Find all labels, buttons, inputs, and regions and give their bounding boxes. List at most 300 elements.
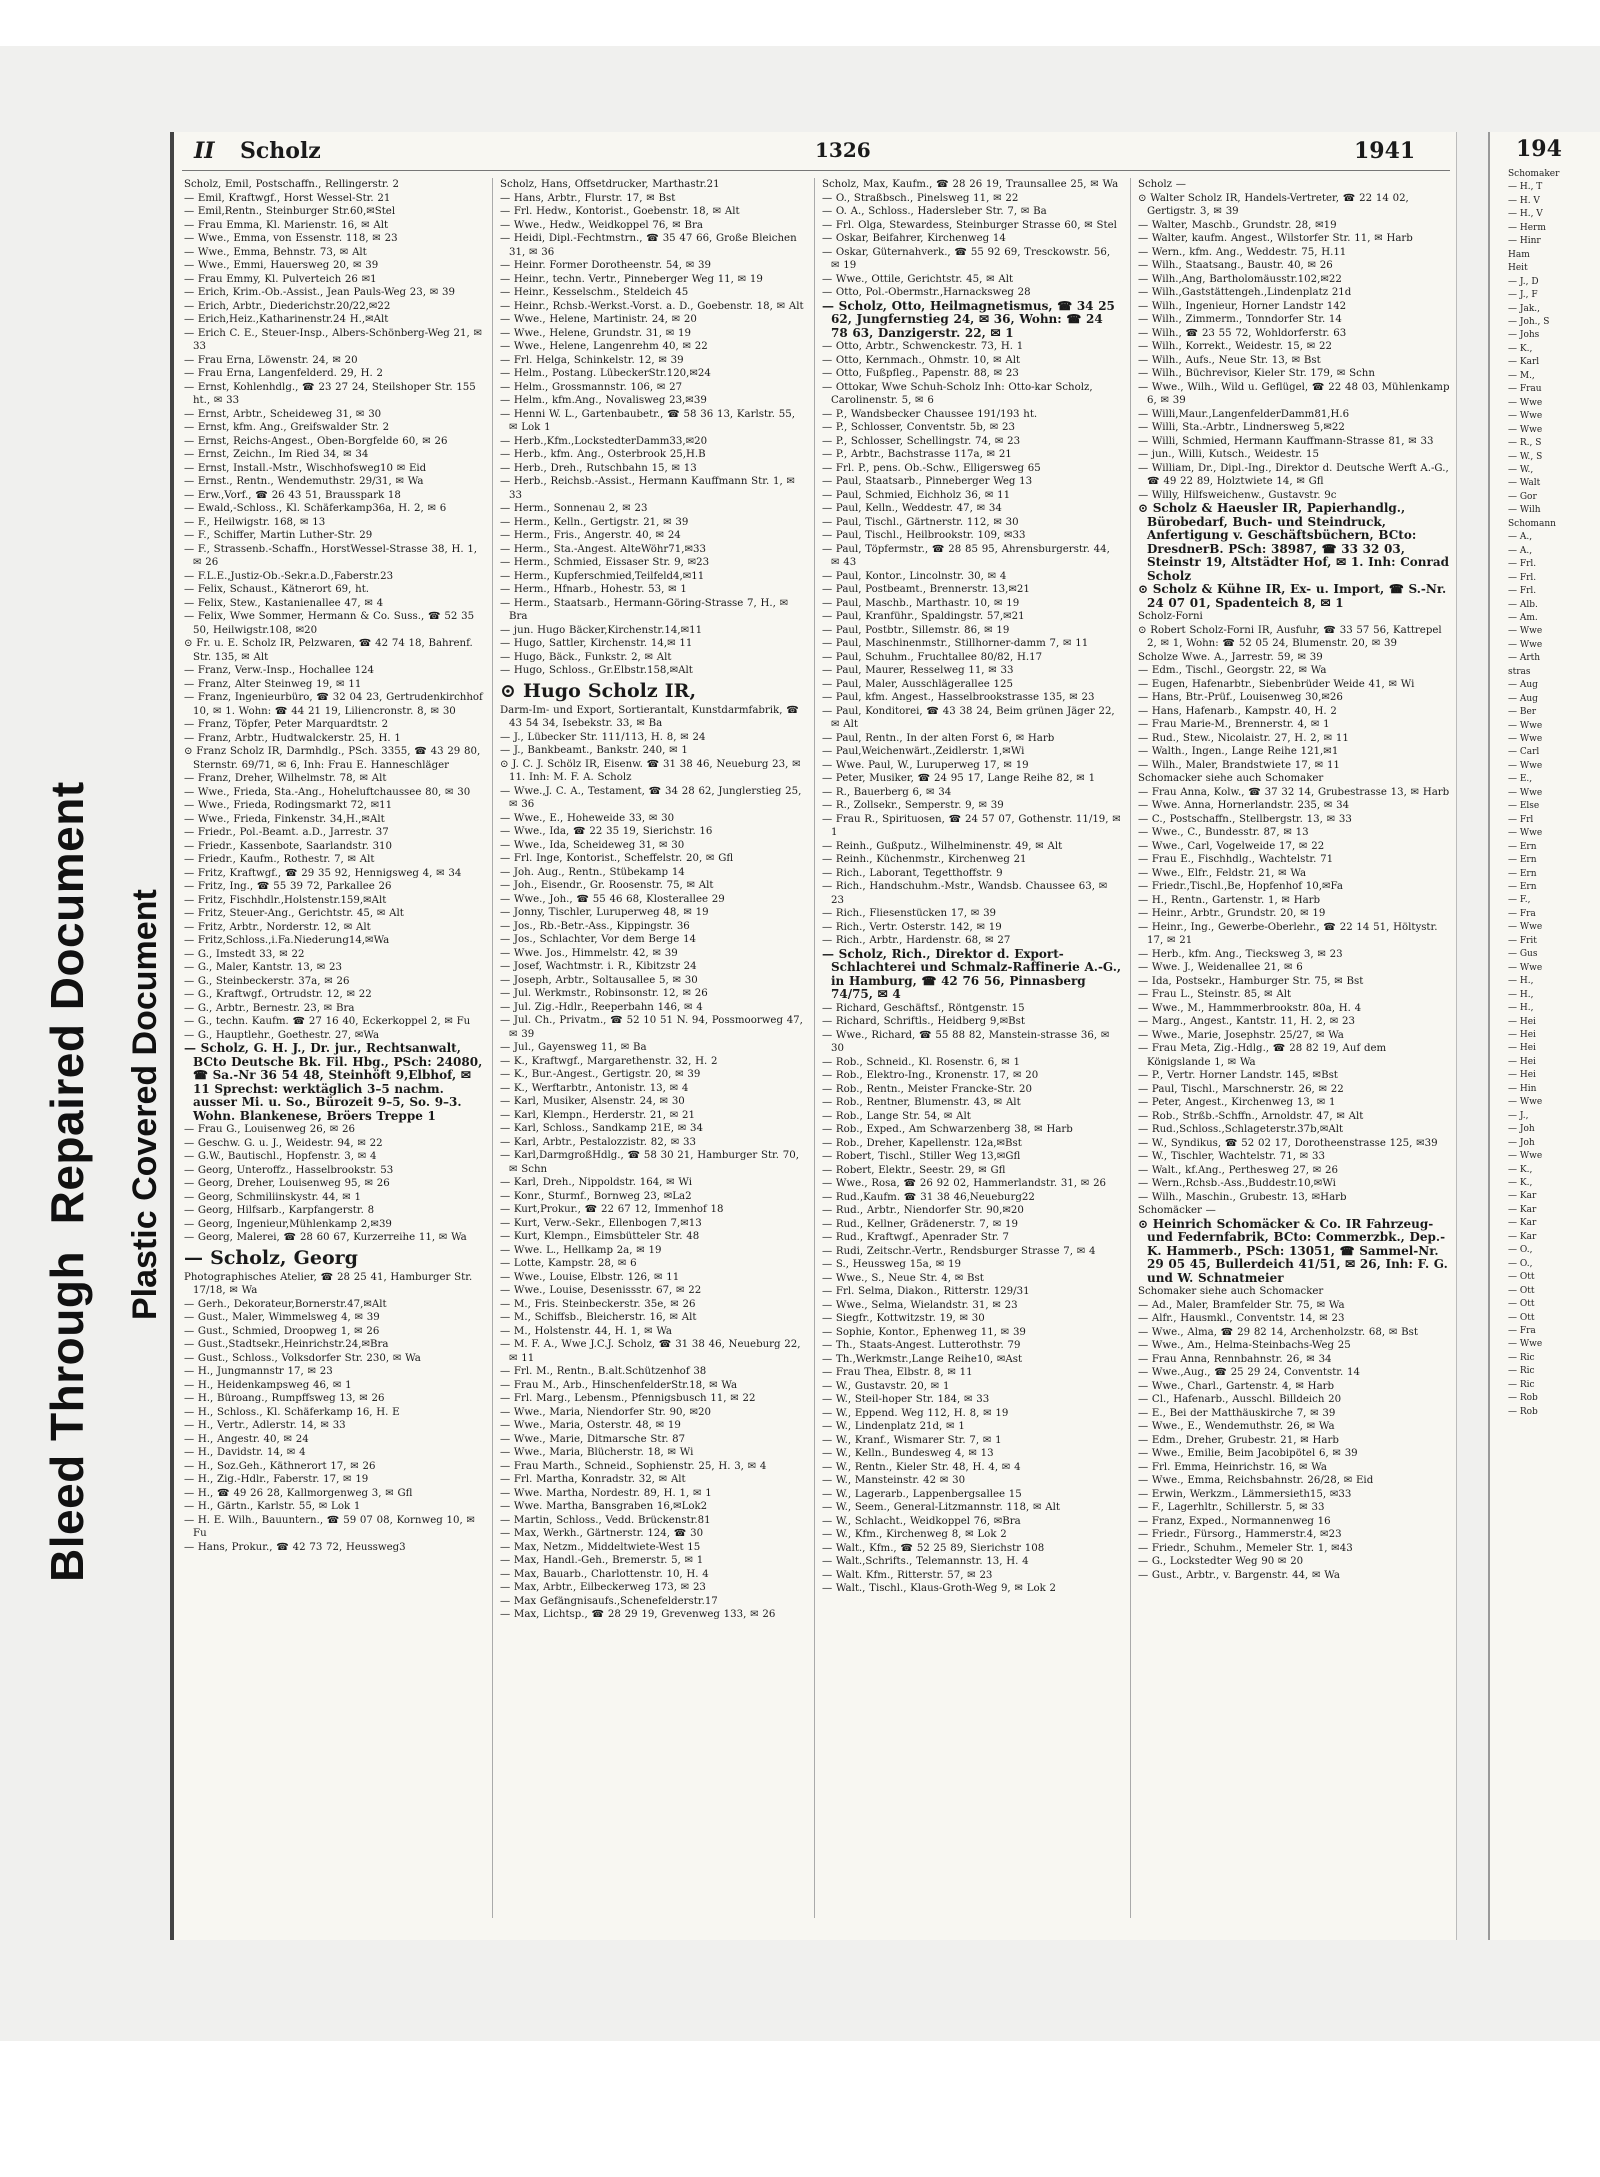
- directory-entry: — Franz, Töpfer, Peter Marquardtstr. 2: [184, 719, 389, 730]
- next-page-entry: — Wwe: [1508, 787, 1543, 798]
- next-page-entry: — Hinr: [1508, 236, 1541, 247]
- directory-entry: — Wwe. J., Weidenallee 21, ✉ 6: [1138, 962, 1303, 973]
- directory-entry: — Paul, Rentn., In der alten Forst 6, ✉ Harb: [822, 732, 1055, 744]
- directory-entry: — Th.,Werkmstr.,Lange Reihe10, ✉Ast: [822, 1353, 1023, 1365]
- directory-entry: — P., Wandsbecker Chaussee 191/193 ht.: [822, 408, 1038, 420]
- directory-entry: — Max, Netzm., Middeltwiete-West 15: [500, 1541, 701, 1553]
- directory-entry: — Jonny, Tischler, Luruperweg 48, ✉ 19: [500, 907, 709, 918]
- directory-entry: — H., Gärtn., Karlstr. 55, ✉ Lok 1: [184, 1501, 361, 1512]
- next-page-entry: — Wwe: [1508, 1097, 1543, 1108]
- next-page-edge: [1488, 132, 1600, 1940]
- directory-entry: — M., Schiffsb., Bleicherstr. 16, ✉ Alt: [500, 1312, 697, 1323]
- page-number: 1326: [815, 138, 871, 162]
- directory-entry: — Rich., Laborant, Tegetthoffstr. 9: [822, 867, 1003, 879]
- directory-entry: — W., Seem., General-Litzmannstr. 118, ✉ Alt: [822, 1502, 1060, 1513]
- directory-entry: — F., Heilwigstr. 168, ✉ 13: [184, 516, 326, 528]
- directory-entry: — Otto, Pol.-Obermstr.,Harnacksweg 28: [822, 287, 1031, 298]
- directory-entry: — Wwe., Emma, von Essenstr. 118, ✉ 23: [184, 233, 398, 244]
- directory-entry: — Jos., Schlachter, Vor dem Berge 14: [500, 934, 697, 945]
- next-page-entry: — Ott: [1508, 1285, 1535, 1296]
- directory-entry: — Wwe., Wilh., Wild u. Geflügel, ☎ 22 48 03, Mühlenkamp 6, ✉ 39: [1138, 381, 1450, 406]
- directory-entry: — Friedr., Fürsorg., Hammerstr.4, ✉23: [1138, 1529, 1342, 1540]
- next-page-column: [1490, 162, 1600, 1419]
- directory-entry: — Felix, Wwe Sommer, Hermann & Co. Suss., ☎ 52 35 50, Heilwigstr.108, ✉20: [184, 611, 475, 636]
- directory-entry: — Gust., Schloss., Volksdorfer Str. 230, ✉ Wa: [184, 1352, 421, 1364]
- page-header: [182, 136, 1450, 168]
- directory-entry: ⊙ J. C. J. Schölz IR, Eisenw. ☎ 31 38 46, Neueburg 23, ✉ 11. Inh: M. F. A. Scholz: [500, 758, 801, 783]
- directory-entry: — Rud.,Kaufm. ☎ 31 38 46,Neueburg22: [822, 1191, 1035, 1203]
- next-page-entry: — W.,: [1508, 464, 1534, 475]
- directory-entry: — Frau Marth., Schneid., Sophienstr. 25, H. 3, ✉ 4: [500, 1460, 767, 1472]
- directory-entry: — Friedr., Schuhm., Memeler Str. 1, ✉43: [1138, 1542, 1353, 1554]
- directory-entry: — Franz, Dreher, Wilhelmstr. 78, ✉ Alt: [184, 773, 387, 784]
- directory-entry: — C., Postschaffn., Stellbergstr. 13, ✉ 33: [1138, 813, 1352, 825]
- directory-entry: — Reinh., Küchenmstr., Kirchenweg 21: [822, 854, 1027, 865]
- next-page-entry: — Wilh: [1508, 505, 1541, 516]
- directory-entry: — P., Vertr. Horner Landstr. 145, ✉Bst: [1138, 1070, 1338, 1081]
- directory-entry: — Rud., Stew., Nicolaistr. 27, H. 2, ✉ 11: [1138, 732, 1349, 744]
- directory-entry: — Felix, Stew., Kastanienallee 47, ✉ 4: [184, 597, 384, 609]
- directory-entry: — Ernst, Reichs-Angest., Oben-Borgfelde 60, ✉ 26: [184, 435, 448, 447]
- directory-entry: — G., Kraftwgf., Ortrudstr. 12, ✉ 22: [184, 989, 372, 1000]
- directory-entry: — Joh. Aug., Rentn., Stübekamp 14: [500, 866, 685, 878]
- directory-entry: — Max Gefängnisaufs.,Schenefelderstr.17: [500, 1595, 718, 1607]
- directory-entry: — H., Vertr., Adlerstr. 14, ✉ 33: [184, 1420, 346, 1431]
- directory-entry: — Wilh.,Gaststättengeh.,Lindenplatz 21d: [1138, 287, 1352, 298]
- directory-entry: — P., Arbtr., Bachstrasse 117a, ✉ 21: [822, 449, 1012, 460]
- next-page-entry: — Wwe: [1508, 1151, 1543, 1162]
- directory-entry: — W., Kelln., Bundesweg 4, ✉ 13: [822, 1448, 994, 1459]
- directory-entry: — Karl,DarmgroßHdlg., ☎ 58 30 21, Hamburger Str. 70, ✉ Schn: [500, 1150, 799, 1175]
- side-labels: [40, 320, 180, 1580]
- directory-entry: — Wwe., Selma, Wielandstr. 31, ✉ 23: [822, 1299, 1018, 1311]
- directory-entry: — Marg., Angest., Kantstr. 11, H. 2, ✉ 23: [1138, 1016, 1355, 1027]
- directory-entry: — Frau G., Louisenweg 26, ✉ 26: [184, 1124, 355, 1135]
- directory-entry: — Paul, Kranführ., Spaldingstr. 57,✉21: [822, 611, 1025, 622]
- directory-entry: — Joseph, Arbtr., Soltausallee 5, ✉ 30: [500, 974, 698, 986]
- directory-entry: — Franz, Alter Steinweg 19, ✉ 11: [184, 678, 362, 690]
- directory-entry: — Wwe., Elfr., Feldstr. 21, ✉ Wa: [1138, 867, 1307, 879]
- side-label-repaired: Repaired Document: [41, 781, 93, 1225]
- directory-entry: — Helm., kfm.Ang., Novalisweg 23,✉39: [500, 395, 707, 406]
- directory-entry: — Herb., Reichsb.-Assist., Hermann Kauffmann Str. 1, ✉ 33: [500, 476, 795, 501]
- directory-entry: — Emil,Rentn., Steinburger Str.60,✉Stel: [184, 206, 396, 217]
- directory-entry: — Frau L., Steinstr. 85, ✉ Alt: [1138, 989, 1292, 1000]
- next-page-entry: — Ern: [1508, 882, 1537, 893]
- directory-entry: — Edm., Tischl., Georgstr. 22, ✉ Wa: [1138, 665, 1327, 676]
- next-page-entry: — Fra: [1508, 908, 1536, 919]
- next-page-entry: — Ern: [1508, 841, 1537, 852]
- directory-entry: — Wwe., M., Hammmerbrookstr. 80a, H. 4: [1138, 1002, 1362, 1014]
- side-label-secondary: Plastic Covered Document: [126, 889, 164, 1320]
- directory-entry: — Wwe., Helene, Grundstr. 31, ✉ 19: [500, 327, 692, 339]
- directory-entry: — Wwe., Helene, Martinistr. 24, ✉ 20: [500, 314, 697, 325]
- directory-entry: — E., Bei der Matthäuskirche 7, ✉ 39: [1138, 1407, 1336, 1419]
- directory-entry: — Gust.,Stadtsekr.,Heinrichstr.24,✉Bra: [184, 1339, 389, 1350]
- directory-entry: — Fritz, Arbtr., Norderstr. 12, ✉ Alt: [184, 921, 371, 933]
- directory-entry: — Frau Emma, Kl. Marienstr. 16, ✉ Alt: [184, 219, 389, 231]
- directory-entry: — Rich., Arbtr., Hardenstr. 68, ✉ 27: [822, 935, 1011, 946]
- directory-entry: — Cl., Hafenarb., Ausschl. Billdeich 20: [1138, 1394, 1342, 1405]
- directory-entry: — Walter, Maschb., Grundstr. 28, ✉19: [1138, 219, 1337, 231]
- directory-entry: — Frl. M., Rentn., B.alt.Schützenhof 38: [500, 1366, 707, 1377]
- directory-entry: — Wwe., Frieda, Finkenstr. 34,H.,✉Alt: [184, 813, 385, 825]
- directory-entry: — Rich., Fliesenstücken 17, ✉ 39: [822, 908, 997, 919]
- directory-entry: — G., Maler, Kantstr. 13, ✉ 23: [184, 962, 342, 973]
- next-page-entry: — J., D: [1508, 276, 1539, 287]
- directory-entry: — Wilh., Maler, Brandstwiete 17, ✉ 11: [1138, 759, 1340, 771]
- directory-entry: — Scholz, Otto, Heilmagnetismus, ☎ 34 25 62, Jungfernstieg 24, ✉ 36, Wohn: ☎ 24 78 63, Danzigerstr. 22, ✉ 1: [822, 298, 1115, 340]
- next-page-entry: — Hei: [1508, 1056, 1536, 1067]
- directory-entry: — Konr., Sturmf., Bornweg 23, ✉La2: [500, 1190, 692, 1202]
- next-page-entry: — Carl: [1508, 747, 1540, 758]
- directory-entry: Photographisches Atelier, ☎ 28 25 41, Hamburger Str. 17/18, ✉ Wa: [184, 1271, 473, 1296]
- directory-entry: — J., Bankbeamt., Bankstr. 240, ✉ 1: [500, 745, 688, 756]
- directory-entry: — Frl. Marg., Lebensm., Pfennigsbusch 11, ✉ 22: [500, 1393, 756, 1404]
- directory-entry: — Wwe. Anna, Hornerlandstr. 235, ✉ 34: [1138, 800, 1350, 811]
- directory-entry: — Ernst, kfm. Ang., Greifswalder Str. 2: [184, 422, 390, 433]
- directory-entry: — Wilh., Korrekt., Weidestr. 15, ✉ 22: [1138, 341, 1332, 352]
- directory-entry: — Wwe., Louise, Elbstr. 126, ✉ 11: [500, 1271, 680, 1283]
- directory-entry: — Paul, Schmied, Eichholz 36, ✉ 11: [822, 489, 1011, 501]
- directory-entry: — Scholz, G. H. J., Dr. jur., Rechtsanwalt, BCto Deutsche Bk. Fil. Hbg., PSch: 24080, ☎ Sa.-Nr 36 54 48, Steinhöft 9,Elbhof, ✉ 11 Sprechst: werktäglich 3–5 nachm. ausser Mi. u. So., Bürozeit 9–5, So. 9–3. Wohn. Blankenese, Bröers Treppe 1: [184, 1041, 483, 1123]
- directory-entry: — G., Imstedt 33, ✉ 22: [184, 948, 305, 960]
- next-page-entry: — Wwe: [1508, 720, 1543, 731]
- next-page-entry: — Kar: [1508, 1218, 1537, 1229]
- directory-entry: — Paul, Kelln., Weddestr. 47, ✉ 34: [822, 503, 1002, 514]
- directory-entry: — Frl. Martha, Konradstr. 32, ✉ Alt: [500, 1474, 686, 1485]
- directory-entry: — Frl. Helga, Schinkelstr. 12, ✉ 39: [500, 354, 684, 366]
- directory-entry: — Friedr., Kassenbote, Saarlandstr. 310: [184, 840, 393, 852]
- directory-entry: — Walt., kf.Ang., Perthesweg 27, ✉ 26: [1138, 1164, 1339, 1176]
- directory-entry: — Wwe., S., Neue Str. 4, ✉ Bst: [822, 1272, 984, 1284]
- directory-column-1: [184, 178, 484, 1918]
- directory-entry: — Frau M., Arb., HinschenfelderStr.18, ✉ Wa: [500, 1379, 738, 1391]
- directory-entry: — Herb., kfm. Ang., Tiecksweg 3, ✉ 23: [1138, 948, 1343, 960]
- next-page-entry: — Fra: [1508, 1325, 1536, 1336]
- directory-entry: — W., Eppend. Weg 112, H. 8, ✉ 19: [822, 1407, 1009, 1419]
- directory-entry: — Max, Lichtsp., ☎ 28 29 19, Grevenweg 133, ✉ 26: [500, 1609, 776, 1620]
- directory-entry: Darm-Im- und Export, Sortierantalt, Kunstdarmfabrik, ☎ 43 54 34, Isebekstr. 33, ✉ Ba: [500, 704, 799, 729]
- directory-entry: — Rich., Vertr. Osterstr. 142, ✉ 19: [822, 921, 1002, 933]
- directory-entry: — Karl, Dreh., Nippoldstr. 164, ✉ Wi: [500, 1177, 692, 1188]
- next-page-entry: — Hei: [1508, 1016, 1536, 1027]
- directory-entry: — Heinr., Kesselschm., Steldeich 45: [500, 287, 689, 298]
- directory-entry: Scholze Wwe. A., Jarrestr. 59, ✉ 39: [1138, 651, 1323, 663]
- directory-entry: — Wilh.,Ang, Bartholomäusstr.102,✉22: [1138, 273, 1342, 285]
- directory-entry: — Geschw. G. u. J., Weidestr. 94, ✉ 22: [184, 1137, 383, 1149]
- next-page-entry: — Gor: [1508, 491, 1537, 502]
- directory-entry: — G., Steinbeckerstr. 37a, ✉ 26: [184, 975, 350, 987]
- directory-entry: — Frl. P., pens. Ob.-Schw., Elligersweg 65: [822, 462, 1041, 474]
- directory-entry: — Erwin, Werkzm., Lämmersieth15, ✉33: [1138, 1488, 1352, 1500]
- directory-entry: — Georg, Ingenieur,Mühlenkamp 2,✉39: [184, 1218, 392, 1230]
- column-divider: [1130, 178, 1131, 1918]
- directory-entry: — Wwe., Ida, Scheideweg 31, ✉ 30: [500, 839, 685, 851]
- directory-entry: — W., Lindenplatz 21d, ✉ 1: [822, 1421, 965, 1432]
- directory-entry: — F.L.E.,Justiz-Ob.-Sekr.a.D.,Faberstr.23: [184, 570, 394, 582]
- directory-entry: — Friedr.,Tischl.,Be, Hopfenhof 10,✉Fa: [1138, 881, 1343, 892]
- directory-entry: — Robert, Elektr., Seestr. 29, ✉ Gfl: [822, 1164, 1006, 1176]
- directory-entry: — Wwe. Martha, Bansgraben 16,✉Lok2: [500, 1501, 708, 1512]
- next-page-entry: — Am.: [1508, 612, 1538, 623]
- directory-entry: — Helm., Postang. LübeckerStr.120,✉24: [500, 368, 711, 379]
- directory-entry: — W., Schlacht., Weidkoppel 76, ✉Bra: [822, 1515, 1021, 1527]
- directory-entry: — Frau R., Spirituosen, ☎ 24 57 07, Gothenstr. 11/19, ✉ 1: [822, 813, 1121, 838]
- next-page-entry: — Ott: [1508, 1312, 1535, 1323]
- directory-entry: — Rob., Elektro-Ing., Kronenstr. 17, ✉ 20: [822, 1070, 1039, 1081]
- directory-entry: — Heinr., techn. Vertr., Pinneberger Weg 11, ✉ 19: [500, 273, 763, 285]
- directory-entry: — Georg, Dreher, Louisenweg 95, ✉ 26: [184, 1178, 390, 1189]
- directory-entry: Scholz —: [1138, 179, 1186, 190]
- directory-entry: — Paul, Postbtr., Sillemstr. 86, ✉ 19: [822, 624, 1010, 636]
- directory-entry: — Max, Arbtr., Eilbeckerweg 173, ✉ 23: [500, 1582, 706, 1593]
- next-page-entry: — Herm: [1508, 222, 1546, 233]
- directory-entry: — Walt., Tischl., Klaus-Groth-Weg 9, ✉ Lok 2: [822, 1583, 1056, 1594]
- directory-entry: — W., Gustavstr. 20, ✉ 1: [822, 1380, 950, 1392]
- directory-entry: — Wwe., Frieda, Sta.-Ang., Hoheluftchaussee 80, ✉ 30: [184, 786, 471, 798]
- next-page-entry: — Jak.,: [1508, 303, 1541, 314]
- directory-entry: — Wilh., Staatsang., Baustr. 40, ✉ 26: [1138, 260, 1333, 271]
- directory-entry: — Paul, Töpfermstr., ☎ 28 85 95, Ahrensburgerstr. 44, ✉ 43: [822, 543, 1110, 568]
- directory-entry: — M. F. A., Wwe J.C.J. Scholz, ☎ 31 38 46, Neueburg 22, ✉ 11: [500, 1339, 801, 1364]
- directory-entry: — Wwe.,J. C. A., Testament, ☎ 34 28 62, Junglerstieg 25, ✉ 36: [500, 785, 802, 810]
- directory-entry: — Rud., Kellner, Grädenerstr. 7, ✉ 19: [822, 1218, 1018, 1230]
- directory-entry: — Helm., Grossmannstr. 106, ✉ 27: [500, 381, 683, 393]
- directory-entry: — H., Soz.Geh., Käthnerort 17, ✉ 26: [184, 1460, 376, 1472]
- directory-entry: — Frau Meta, Zig.-Hdlg., ☎ 28 82 19, Auf dem Königslande 1, ✉ Wa: [1138, 1043, 1387, 1068]
- next-page-entry: — H., T: [1508, 182, 1543, 193]
- directory-entry: — Frau Anna, Kolw., ☎ 37 32 14, Grubestrasse 13, ✉ Harb: [1138, 786, 1450, 798]
- directory-entry: — Karl, Musiker, Alsenstr. 24, ✉ 30: [500, 1096, 685, 1107]
- directory-entry: — Kurt,Prokur., ☎ 22 67 12, Immenhof 18: [500, 1204, 724, 1215]
- directory-entry: — Peter, Musiker, ☎ 24 95 17, Lange Reihe 82, ✉ 1: [822, 773, 1096, 784]
- next-page-entry: — Wwe: [1508, 639, 1543, 650]
- directory-entry: — Wwe., Emma, Reichsbahnstr. 26/28, ✉ Eid: [1138, 1475, 1374, 1486]
- directory-entry: — W., Syndikus, ☎ 52 02 17, Dorotheenstrasse 125, ✉39: [1138, 1137, 1438, 1149]
- directory-entry: — Richard, Geschäftsf., Röntgenstr. 15: [822, 1002, 1025, 1014]
- directory-entry: — Erich C. E., Steuer-Insp., Albers-Schönberg-Weg 21, ✉ 33: [184, 327, 482, 352]
- directory-entry: — Josef, Wachtmstr. i. R., Kibitzstr 24: [500, 961, 697, 972]
- directory-entry: — W., Steil-hoper Str. 184, ✉ 33: [822, 1394, 990, 1405]
- directory-entry: — Wwe., Marie, Josephstr. 25/27, ✉ Wa: [1138, 1029, 1344, 1041]
- directory-entry: — Frau Anna, Rennbahnstr. 26, ✉ 34: [1138, 1353, 1332, 1365]
- directory-entry: — G., Arbtr., Bernestr. 23, ✉ Bra: [184, 1002, 355, 1014]
- directory-entry: — Fritz, Fischhdlr.,Holstenstr.159,✉Alt: [184, 894, 387, 906]
- next-page-entry: — Wwe: [1508, 922, 1543, 933]
- directory-entry: — J., Lübecker Str. 111/113, H. 8, ✉ 24: [500, 731, 706, 743]
- next-page-entry: — Wwe: [1508, 962, 1543, 973]
- directory-entry: — Hugo, Schloss., Gr.Elbstr.158,✉Alt: [500, 665, 693, 676]
- directory-entry: — Paul, Tischl., Gärtnerstr. 112, ✉ 30: [822, 516, 1019, 528]
- directory-entry: — Walt., Kfm., ☎ 52 25 89, Sierichstr 108: [822, 1542, 1045, 1554]
- directory-entry: — Scholz, Georg: [184, 1246, 358, 1269]
- next-page-entry: — Joh: [1508, 1124, 1535, 1135]
- next-page-entry: Schomann: [1508, 518, 1556, 529]
- directory-page: [170, 132, 1456, 1940]
- directory-column-2: [500, 178, 806, 1918]
- next-page-entry: — W., S: [1508, 451, 1543, 462]
- directory-entry: — Sophie, Kontor., Ephenweg 11, ✉ 39: [822, 1326, 1026, 1338]
- side-label-primary: [40, 781, 94, 1582]
- directory-entry: — Franz, Arbtr., Hudtwalckerstr. 25, H. 1: [184, 732, 401, 744]
- directory-entry: — G., techn. Kaufm. ☎ 27 16 40, Eckerkoppel 2, ✉ Fu: [184, 1016, 471, 1027]
- next-page-entry: — Gus: [1508, 949, 1538, 960]
- directory-entry: — Paul, Maschb., Marthastr. 10, ✉ 19: [822, 597, 1020, 609]
- directory-entry: — W., Lagerarb., Lappenbergsallee 15: [822, 1488, 1022, 1500]
- directory-entry: — Gust., Maler, Wimmelsweg 4, ✉ 39: [184, 1312, 380, 1323]
- directory-entry: — Kurt, Klempn., Eimsbütteler Str. 48: [500, 1231, 700, 1242]
- next-page-entry: — Frl.: [1508, 586, 1537, 597]
- directory-entry: — jun., Willi, Kutsch., Weidestr. 15: [1138, 449, 1319, 460]
- directory-entry: — S., Heussweg 15a, ✉ 19: [822, 1259, 961, 1270]
- directory-entry: — Wwe., Rosa, ☎ 26 92 02, Hammerlandstr. 31, ✉ 26: [822, 1178, 1107, 1189]
- directory-entry: — Georg, Unteroffz., Hasselbrookstr. 53: [184, 1164, 394, 1176]
- directory-entry: — Heinr., Ing., Gewerbe-Oberlehr., ☎ 22 14 51, Höltystr. 17, ✉ 21: [1138, 921, 1438, 946]
- directory-entry: — Willy, Hilfsweichenw., Gustavstr. 9c: [1138, 489, 1337, 501]
- directory-entry: — Wwe., Maria, Niendorfer Str. 90, ✉20: [500, 1406, 711, 1418]
- directory-entry: — Walt.,Schrifts., Telemannstr. 13, H. 4: [822, 1556, 1029, 1567]
- directory-entry: — Wwe., Helene, Langenrehm 40, ✉ 22: [500, 341, 708, 352]
- directory-entry: — H., ☎ 49 26 28, Kallmorgenweg 3, ✉ Gfl: [184, 1487, 413, 1499]
- directory-entry: — Jul. Ch., Privatm., ☎ 52 10 51 N. 94, Possmoorweg 47, ✉ 39: [500, 1015, 803, 1040]
- directory-entry: — Ernst, Kohlenhdlg., ☎ 23 27 24, Steilshoper Str. 155 ht., ✉ 33: [184, 381, 476, 406]
- next-page-entry: — Kar: [1508, 1204, 1537, 1215]
- directory-entry: — Hans, Hafenarb., Kampstr. 40, H. 2: [1138, 705, 1337, 717]
- directory-entry: — Willi, Sta.-Arbtr., Lindnersweg 5,✉22: [1138, 422, 1345, 433]
- next-page-entry: — Rob: [1508, 1393, 1538, 1404]
- directory-entry: — Erich,Heiz.,Katharinenstr.24 H.,✉Alt: [184, 314, 389, 325]
- directory-entry: — Karl, Klempn., Herderstr. 21, ✉ 21: [500, 1109, 695, 1121]
- side-label-bleed-through: Bleed Through: [41, 1250, 93, 1582]
- directory-entry: — H. E. Wilh., Bauuntern., ☎ 59 07 08, Kornweg 10, ✉ Fu: [184, 1514, 475, 1539]
- directory-entry: — W., Tischler, Wachtelstr. 71, ✉ 33: [1138, 1151, 1325, 1162]
- next-page-entry: stras: [1508, 666, 1531, 677]
- next-page-entry: — J.,: [1508, 1110, 1529, 1121]
- directory-entry: — Wwe., Louise, Desenissstr. 67, ✉ 22: [500, 1285, 702, 1296]
- directory-entry: — Wwe.,Aug., ☎ 25 29 24, Conventstr. 14: [1138, 1367, 1360, 1378]
- directory-entry: — Wwe., Richard, ☎ 55 88 82, Manstein-strasse 36, ✉ 30: [822, 1029, 1110, 1054]
- directory-entry: — Hans, Btr.-Prüf., Louisenweg 30,✉26: [1138, 692, 1343, 703]
- directory-entry: — Erich, Arbtr., Diederichstr.20/22,✉22: [184, 300, 391, 312]
- directory-entry: — Wwe., Am., Helma-Steinbachs-Weg 25: [1138, 1340, 1351, 1351]
- directory-entry: — Max, Werkh., Gärtnerstr. 124, ☎ 30: [500, 1528, 704, 1539]
- directory-entry: — Herm., Sta.-Angest. AlteWöhr71,✉33: [500, 543, 706, 555]
- directory-entry: — Wilh., Büchrevisor, Kieler Str. 179, ✉ Schn: [1138, 368, 1375, 379]
- next-page-entry: — Kar: [1508, 1231, 1537, 1242]
- next-page-entry: — Hei: [1508, 1043, 1536, 1054]
- directory-entry: — Willi,Maur.,LangenfelderDamm81,H.6: [1138, 408, 1350, 420]
- next-page-entry: Schomaker: [1508, 169, 1560, 179]
- directory-entry: — Walter, kaufm. Angest., Wilstorfer Str. 11, ✉ Harb: [1138, 233, 1413, 244]
- next-page-entry: — K.,: [1508, 343, 1533, 354]
- directory-entry: — Wwe., Joh., ☎ 55 46 68, Klosterallee 29: [500, 893, 725, 905]
- next-page-entry: — Karl: [1508, 357, 1540, 368]
- directory-entry: — Herm., Fris., Angerstr. 40, ✉ 24: [500, 530, 681, 541]
- directory-entry: ⊙ Hugo Scholz IR,: [500, 679, 697, 702]
- directory-entry: — Fritz,Schloss.,i.Fa.Niederung14,✉Wa: [184, 935, 390, 946]
- directory-entry: — jun. Hugo Bäcker,Kirchenstr.14,✉11: [500, 624, 703, 636]
- directory-entry: — Friedr., Kaufm., Rothestr. 7, ✉ Alt: [184, 854, 375, 865]
- directory-entry: — H., Rentn., Gartenstr. 1, ✉ Harb: [1138, 894, 1321, 906]
- directory-entry: — Rob., Rentner, Blumenstr. 43, ✉ Alt: [822, 1097, 1021, 1108]
- directory-entry: — Paul,Weichenwärt.,Zeidlerstr. 1,✉Wi: [822, 746, 1025, 757]
- directory-entry: — Fritz, Kraftwgf., ☎ 29 35 92, Hennigsweg 4, ✉ 34: [184, 867, 462, 879]
- directory-entry: — Ottokar, Wwe Schuh-Scholz Inh: Otto-kar Scholz, Carolinenstr. 5, ✉ 6: [822, 381, 1093, 406]
- directory-entry: — Ernst, Zeichn., Im Ried 34, ✉ 34: [184, 449, 369, 460]
- directory-entry: — Georg, Schmiliinskystr. 44, ✉ 1: [184, 1191, 361, 1203]
- next-page-entry: — J., F: [1508, 290, 1538, 301]
- directory-entry: — Rob., Schneid., Kl. Rosenstr. 6, ✉ 1: [822, 1056, 1021, 1068]
- directory-entry: — Oskar, Güternahverk., ☎ 55 92 69, Tresckowstr. 56, ✉ 19: [822, 246, 1111, 271]
- next-page-entry: — Alb.: [1508, 599, 1538, 610]
- directory-entry: — H., Jungmannstr 17, ✉ 23: [184, 1366, 333, 1377]
- directory-entry: — Frl. Emma, Heinrichstr. 16, ✉ Wa: [1138, 1461, 1327, 1473]
- directory-entry: — Reinh., Gußputz., Wilhelminenstr. 49, ✉ Alt: [822, 840, 1063, 852]
- directory-entry: — Hugo, Sattler, Kirchenstr. 14,✉ 11: [500, 638, 693, 649]
- next-page-entry: — Wwe: [1508, 1339, 1543, 1350]
- directory-entry: — Eugen, Hafenarbtr., Siebenbrüder Weide 41, ✉ Wi: [1138, 678, 1415, 690]
- directory-entry: — R., Zollsekr., Semperstr. 9, ✉ 39: [822, 800, 1004, 811]
- next-page-entry: — Wwe: [1508, 411, 1543, 422]
- directory-entry: — Jul. Werkmstr., Robinsonstr. 12, ✉ 26: [500, 988, 708, 999]
- next-page-entry: — Ric: [1508, 1379, 1535, 1390]
- directory-entry: — Ernst., Rentn., Wendemuthstr. 29/31, ✉ Wa: [184, 476, 424, 487]
- directory-entry: — Frau Emmy, Kl. Pulverteich 26 ✉1: [184, 273, 377, 285]
- next-page-entry: — A.,: [1508, 532, 1533, 543]
- directory-entry: — Herb.,Kfm.,LockstedterDamm33,✉20: [500, 435, 708, 447]
- directory-entry: — Wilh., Maschin., Grubestr. 13, ✉Harb: [1138, 1191, 1347, 1203]
- directory-entry: — Walth., Ingen., Lange Reihe 121,✉1: [1138, 746, 1339, 757]
- next-page-entry: — Joh., S: [1508, 316, 1550, 327]
- page-year: 1941: [1354, 138, 1416, 164]
- column-divider: [814, 178, 815, 1918]
- directory-entry: — Rob., Exped., Am Schwarzenberg 38, ✉ Harb: [822, 1124, 1073, 1135]
- directory-entry: — Heidi, Dipl.-Fechtmstrn., ☎ 35 47 66, Große Bleichen 31, ✉ 36: [500, 233, 797, 258]
- directory-entry: — Wwe., Ottile, Gerichtstr. 45, ✉ Alt: [822, 273, 1014, 285]
- next-page-entry: — H. V: [1508, 195, 1540, 206]
- next-page-entry: — Ber: [1508, 707, 1537, 718]
- directory-entry: — Rudi, Zeitschr.-Vertr., Rendsburger Strasse 7, ✉ 4: [822, 1245, 1096, 1257]
- directory-entry: — Rud., Arbtr., Niendorfer Str. 90,✉20: [822, 1205, 1024, 1216]
- next-page-entry: — Wwe: [1508, 734, 1543, 745]
- directory-entry: — G.W., Bautischl., Hopfenstr. 3, ✉ 4: [184, 1151, 377, 1162]
- column-divider: [492, 178, 493, 1918]
- next-page-entry: Heit: [1508, 263, 1528, 274]
- next-page-entry: — Wwe: [1508, 397, 1543, 408]
- directory-entry: — Frau Thea, Elbstr. 8, ✉ 11: [822, 1367, 973, 1378]
- next-page-entry: — Else: [1508, 801, 1540, 812]
- next-page-entry: — Wwe: [1508, 828, 1543, 839]
- directory-entry: — Peter, Angest., Kirchenweg 13, ✉ 1: [1138, 1097, 1336, 1108]
- directory-entry: — O. A., Schloss., Hadersleber Str. 7, ✉ Ba: [822, 206, 1047, 217]
- directory-entry: — Karl, Arbtr., Pestalozzistr. 82, ✉ 33: [500, 1136, 696, 1148]
- directory-column-4: [1138, 178, 1450, 1918]
- directory-entry: — Wwe., E., Wendemuthstr. 26, ✉ Wa: [1138, 1421, 1335, 1432]
- directory-entry: ⊙ Franz Scholz IR, Darmhdlg., PSch. 3355, ☎ 43 29 80, Sternstr. 69/71, ✉ 6, Inh: Frau E. Hanneschläger: [184, 746, 481, 771]
- directory-entry: — Wwe., Carl, Vogelweide 17, ✉ 22: [1138, 840, 1325, 852]
- directory-entry: — Paul, Staatsarb., Pinneberger Weg 13: [822, 476, 1033, 487]
- next-page-entry: — H., V: [1508, 209, 1543, 220]
- directory-entry: ⊙ Scholz & Haeusler IR, Papierhandlg., Bürobedarf, Buch- und Steindruck, Anfertigung v. Geschäftsbüchern, BCto: DresdnerB. PSch: 38987, ☎ 33 32 03, Steinstr 19, Altstädter Hof, ✉ 1. Inh: Conrad Scholz: [1138, 501, 1450, 583]
- directory-entry: — F., Schiffer, Martin Luther-Str. 29: [184, 530, 373, 541]
- directory-entry: — Ad., Maler, Bramfelder Str. 75, ✉ Wa: [1138, 1299, 1345, 1311]
- directory-entry: — Emil, Kraftwgf., Horst Wessel-Str. 21: [184, 192, 391, 204]
- directory-entry: ⊙ Robert Scholz-Forni IR, Ausfuhr, ☎ 33 57 56, Kattrepel 2, ✉ 1, Wohn: ☎ 52 05 24, Blumenstr. 20, ✉ 39: [1138, 624, 1442, 649]
- directory-entry: — Gust., Arbtr., v. Bargenstr. 44, ✉ Wa: [1138, 1569, 1340, 1581]
- directory-entry: — Wwe., Marie, Ditmarsche Str. 87: [500, 1433, 686, 1445]
- directory-entry: — H., Schloss., Kl. Schäferkamp 16, H. E: [184, 1406, 400, 1418]
